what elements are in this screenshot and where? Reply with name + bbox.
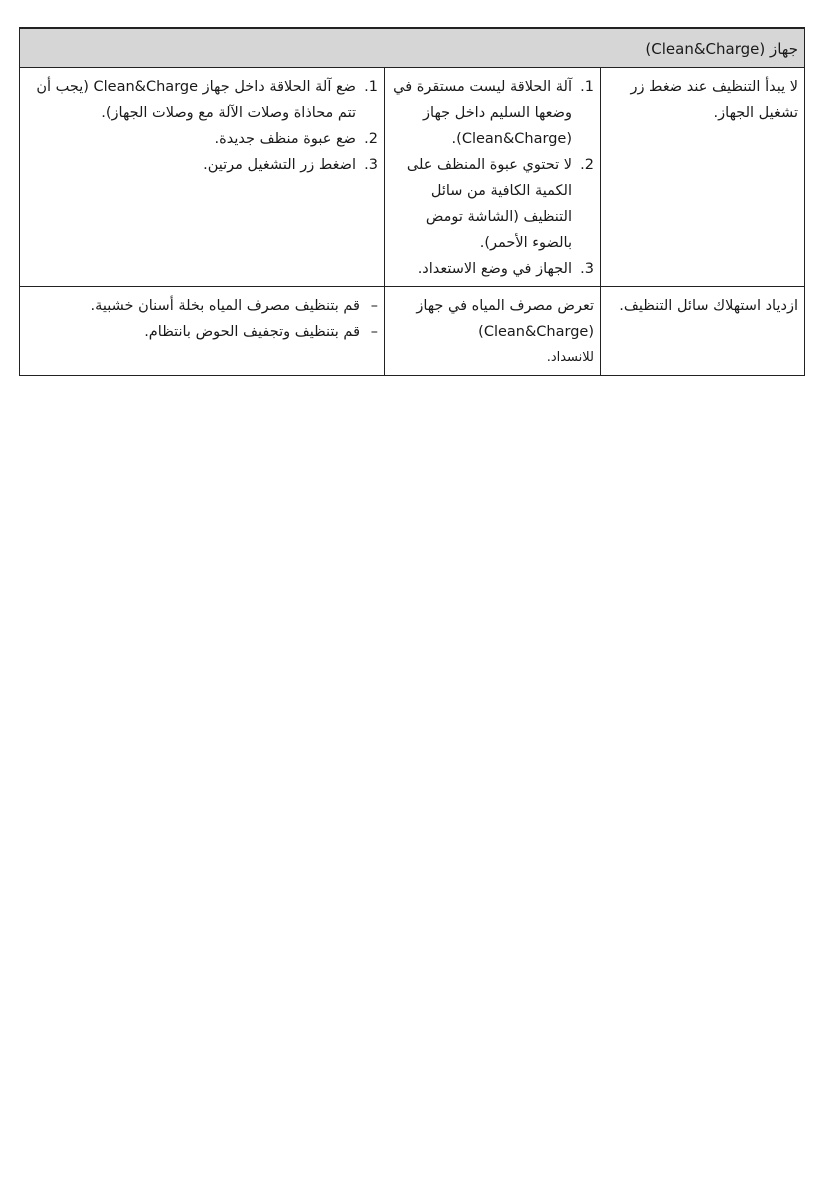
list-item bbox=[26, 293, 378, 319]
table-header-title: جهاز (Clean&Charge) bbox=[20, 28, 805, 68]
problem-cell bbox=[601, 68, 805, 287]
cause-cell bbox=[385, 68, 601, 287]
item-text: ضع آلة الحلاقة داخل جهاز Clean&Charge (يجب أن تتم محاذاة وصلات الآلة مع وصلات الجهاز). bbox=[36, 79, 356, 121]
item-text: آلة الحلاقة ليست مستقرة في وضعها السليم داخل جهاز (Clean&Charge). bbox=[393, 79, 572, 147]
cause-list bbox=[391, 74, 594, 282]
item-number: 3. bbox=[580, 261, 594, 277]
solution-list bbox=[26, 74, 378, 178]
table-row bbox=[20, 287, 805, 376]
item-text: قم بتنظيف وتجفيف الحوض بانتظام. bbox=[144, 324, 360, 340]
list-item bbox=[26, 74, 378, 126]
list-item bbox=[391, 74, 594, 152]
item-dash: – bbox=[370, 324, 378, 340]
item-text: قم بتنظيف مصرف المياه بخلة أسنان خشبية. bbox=[90, 298, 360, 314]
list-item bbox=[26, 152, 378, 178]
problem-cell bbox=[601, 287, 805, 376]
item-text: ضع عبوة منظف جديدة. bbox=[214, 131, 356, 147]
item-number: 1. bbox=[580, 79, 594, 95]
solution-list bbox=[26, 293, 378, 345]
troubleshooting-table bbox=[19, 27, 805, 376]
list-item bbox=[391, 152, 594, 256]
solution-cell bbox=[20, 287, 385, 376]
list-item bbox=[26, 126, 378, 152]
solution-cell bbox=[20, 68, 385, 287]
list-item bbox=[26, 319, 378, 345]
item-text: اضغط زر التشغيل مرتين. bbox=[203, 157, 356, 173]
cause-text: تعرض مصرف المياه في جهاز (Clean&Charge) bbox=[416, 298, 594, 340]
item-number: 1. bbox=[364, 79, 378, 95]
table-row bbox=[20, 68, 805, 287]
item-text: لا تحتوي عبوة المنظف على الكمية الكافية من سائل التنظيف (الشاشة تومض بالضوء الأحمر). bbox=[406, 157, 572, 251]
table-header-row bbox=[20, 28, 805, 68]
cause-cell bbox=[385, 287, 601, 376]
item-number: 2. bbox=[364, 131, 378, 147]
item-number: 2. bbox=[580, 157, 594, 173]
item-number: 3. bbox=[364, 157, 378, 173]
item-dash: – bbox=[370, 298, 378, 314]
cause-tail: للانسداد. bbox=[546, 350, 594, 365]
item-text: الجهاز في وضع الاستعداد. bbox=[417, 261, 572, 277]
list-item bbox=[391, 256, 594, 282]
problem-text: ازدياد استهلاك سائل التنظيف. bbox=[619, 298, 798, 314]
problem-text: لا يبدأ التنظيف عند ضغط زر تشغيل الجهاز. bbox=[630, 79, 798, 121]
